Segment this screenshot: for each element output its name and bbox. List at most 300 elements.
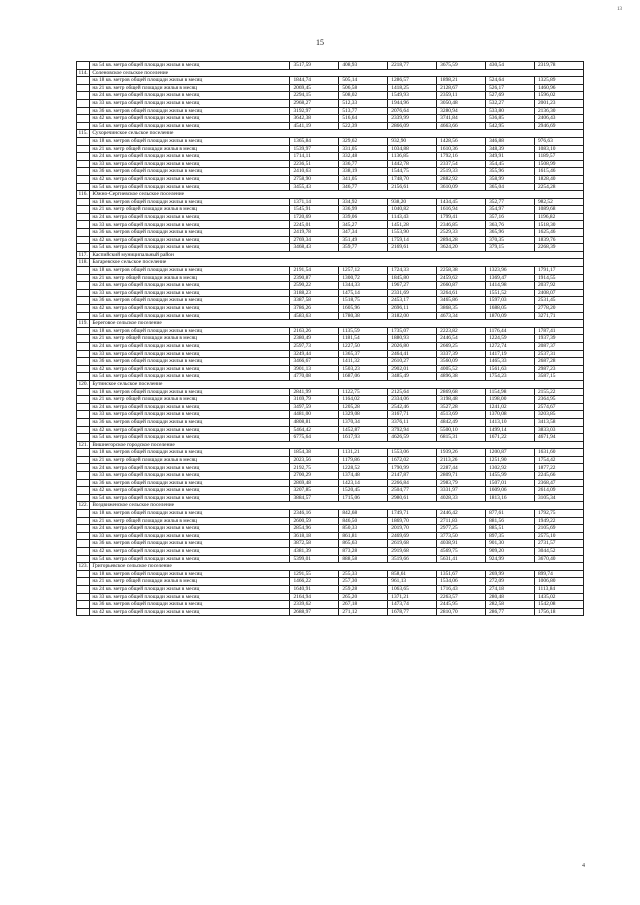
value-cell: 3167,71 <box>388 411 437 419</box>
row-label: на 21 кв. метр общей площади жилья в месяц <box>90 517 290 525</box>
value-cell: 4842,49 <box>437 418 486 426</box>
value-cell: 332,48 <box>339 153 388 161</box>
section-row <box>77 130 584 138</box>
value-cell: 2380,49 <box>290 335 339 343</box>
section-number: 122. <box>78 502 88 509</box>
value-cell: 2258,38 <box>437 267 486 275</box>
value-cell: 1687,06 <box>339 373 388 381</box>
page-number: 15 <box>316 38 324 47</box>
value-cell: 3527,28 <box>437 403 486 411</box>
value-cell: 2390,87 <box>290 274 339 282</box>
value-cell: 2147,87 <box>388 472 437 480</box>
value-cell: 2446,42 <box>437 510 486 518</box>
value-cell: 4513,69 <box>437 411 486 419</box>
row-number-cell <box>77 236 90 244</box>
value-cell: 2364,95 <box>534 396 583 404</box>
row-label: на 36 кв. метров общей площади жилья в месяц <box>90 297 290 305</box>
value-cell: 1828,40 <box>534 175 583 183</box>
value-cell: 3203,85 <box>534 411 583 419</box>
value-cell: 1715,06 <box>339 494 388 502</box>
table-row <box>77 365 584 373</box>
value-cell: 3497,59 <box>290 403 339 411</box>
value-cell: 1083,10 <box>534 145 583 153</box>
row-number-cell <box>77 115 90 123</box>
row-label: на 21 кв. метр общей площади жилья в месяц <box>90 84 290 92</box>
corner-mark: 13 <box>617 7 622 12</box>
value-cell: 2687,28 <box>534 358 583 366</box>
value-cell: 3560,09 <box>437 358 486 366</box>
value-cell: 527,69 <box>486 92 535 100</box>
value-cell: 1499,14 <box>486 426 535 434</box>
row-label: на 42 кв. метра общей площади жилья в месяц <box>90 548 290 556</box>
row-number-cell <box>77 62 90 70</box>
value-cell: 2245,66 <box>534 472 583 480</box>
row-number-cell <box>77 472 90 480</box>
value-cell: 1300,72 <box>339 274 388 282</box>
row-number-cell <box>77 153 90 161</box>
row-number-cell <box>77 160 90 168</box>
row-number-cell <box>77 358 90 366</box>
value-cell: 1716,43 <box>437 585 486 593</box>
row-label: на 36 кв. метров общей площади жилья в месяц <box>90 418 290 426</box>
table-row <box>77 426 584 434</box>
table-row <box>77 411 584 419</box>
value-cell: 1200,87 <box>486 449 535 457</box>
table-row <box>77 282 584 290</box>
value-cell: 3872,58 <box>290 540 339 548</box>
section-title: Багаревское сельское поселение <box>90 259 584 267</box>
row-label: на 24 кв. метра общей площади жилья в месяц <box>90 213 290 221</box>
value-cell: 4583,63 <box>290 312 339 320</box>
value-cell: 2894,28 <box>437 236 486 244</box>
row-label: на 54 кв. метра общей площади жилья в месяц <box>90 434 290 442</box>
value-cell: 508,02 <box>339 92 388 100</box>
row-label: на 24 кв. метра общей площади жилья в месяц <box>90 585 290 593</box>
value-cell: 2334,06 <box>388 396 437 404</box>
value-cell: 877,61 <box>486 510 535 518</box>
value-cell: 3044,52 <box>534 548 583 556</box>
row-label: на 18 кв. метров общей площади жилья в месяц <box>90 388 290 396</box>
row-number-cell <box>77 365 90 373</box>
value-cell: 4381,39 <box>290 548 339 556</box>
value-cell: 1374,48 <box>339 472 388 480</box>
value-cell: 3192,97 <box>290 107 339 115</box>
section-number: 116. <box>77 191 90 199</box>
value-cell: 1466,22 <box>290 578 339 586</box>
row-number-cell <box>77 107 90 115</box>
value-cell: 4005,52 <box>437 365 486 373</box>
value-cell: 505,14 <box>339 77 388 85</box>
value-cell: 2600,59 <box>290 517 339 525</box>
value-cell: 2688,97 <box>290 608 339 616</box>
section-number: 115. <box>77 130 90 138</box>
value-cell: 1365,84 <box>290 137 339 145</box>
value-cell: 1854,38 <box>290 449 339 457</box>
value-cell: 2504,77 <box>388 487 437 495</box>
value-cell: 1748,70 <box>388 175 437 183</box>
row-number-cell <box>77 342 90 350</box>
value-cell: 1631,60 <box>534 449 583 457</box>
value-cell: 1609,06 <box>486 487 535 495</box>
value-cell: 5399,01 <box>290 555 339 563</box>
value-cell: 1286,57 <box>388 77 437 85</box>
value-cell: 512,33 <box>339 99 388 107</box>
row-number-cell <box>77 608 90 616</box>
value-cell: 932,90 <box>388 137 437 145</box>
value-cell: 1898,21 <box>437 77 486 85</box>
value-cell: 2469,69 <box>388 532 437 540</box>
value-cell: 1967,27 <box>388 282 437 290</box>
table-row <box>77 153 584 161</box>
value-cell: 272,09 <box>486 578 535 586</box>
row-number-cell <box>77 487 90 495</box>
row-label: на 42 кв. метра общей площади жилья в месяц <box>90 426 290 434</box>
value-cell: 1605,96 <box>339 305 388 313</box>
value-cell: 1790,99 <box>388 464 437 472</box>
value-cell: 899,74 <box>534 570 583 578</box>
row-label: на 21 кв. метр общей площади жилья в месяц <box>90 274 290 282</box>
section-row <box>77 259 584 267</box>
value-cell: 352,77 <box>486 198 535 206</box>
value-cell: 1534,06 <box>437 578 486 586</box>
value-cell: 338,19 <box>339 168 388 176</box>
value-cell: 3207,85 <box>290 487 339 495</box>
value-cell: 2001,23 <box>534 99 583 107</box>
value-cell: 2368,47 <box>534 479 583 487</box>
row-label: на 33 кв. метра общей площади жилья в месяц <box>90 289 290 297</box>
value-cell: 2218,77 <box>388 62 437 70</box>
table-row <box>77 77 584 85</box>
value-cell: 2263,57 <box>437 593 486 601</box>
value-cell: 2778,20 <box>534 305 583 313</box>
value-cell: 506,58 <box>339 84 388 92</box>
section-row <box>77 441 584 449</box>
value-cell: 2575,10 <box>534 532 583 540</box>
value-cell: 846,50 <box>339 517 388 525</box>
value-cell: 1844,74 <box>290 77 339 85</box>
value-cell: 2711,83 <box>437 517 486 525</box>
value-cell: 3188,23 <box>290 289 339 297</box>
section-number: 119. <box>77 320 90 328</box>
value-cell: 1597,03 <box>486 297 535 305</box>
row-label: на 54 кв. метра общей площади жилья в месяц <box>90 373 290 381</box>
value-cell: 365,04 <box>486 183 535 191</box>
value-cell: 1949,22 <box>534 517 583 525</box>
value-cell: 379,15 <box>486 244 535 252</box>
row-number-cell <box>77 418 90 426</box>
row-label: на 36 кв. метров общей площади жилья в месяц <box>90 168 290 176</box>
value-cell: 850,33 <box>339 525 388 533</box>
value-cell: 1735,07 <box>388 327 437 335</box>
value-cell: 2610,27 <box>388 358 437 366</box>
value-cell: 2346,85 <box>437 221 486 229</box>
tariff-table-body <box>77 62 584 616</box>
value-cell: 4569,75 <box>437 548 486 556</box>
value-cell: 888,58 <box>339 555 388 563</box>
value-cell: 1678,77 <box>388 608 437 616</box>
value-cell: 3466,67 <box>290 358 339 366</box>
value-cell: 1224,59 <box>486 335 535 343</box>
row-number-cell <box>77 434 90 442</box>
value-cell: 2619,68 <box>388 540 437 548</box>
row-number-cell <box>77 388 90 396</box>
value-cell: 2542,46 <box>388 403 437 411</box>
row-number-cell <box>77 532 90 540</box>
row-number-cell <box>77 183 90 191</box>
value-cell: 3387,58 <box>290 297 339 305</box>
row-number-cell <box>77 426 90 434</box>
row-label: на 21 кв. метр общей площади жилья в месяц <box>90 206 290 214</box>
value-cell: 1724,33 <box>388 267 437 275</box>
value-cell: 365,96 <box>486 229 535 237</box>
value-cell: 1518,75 <box>339 297 388 305</box>
value-cell: 5464,42 <box>290 426 339 434</box>
row-number-cell <box>77 92 90 100</box>
value-cell: 265,20 <box>339 593 388 601</box>
row-number-cell <box>77 312 90 320</box>
table-row <box>77 145 584 153</box>
value-cell: 1549,93 <box>388 92 437 100</box>
value-cell: 526,17 <box>486 84 535 92</box>
value-cell: 2446,54 <box>437 335 486 343</box>
value-cell: 345,27 <box>339 221 388 229</box>
value-cell: 2294,15 <box>290 92 339 100</box>
value-cell: 331,05 <box>339 145 388 153</box>
row-number-cell <box>77 601 90 609</box>
value-cell: 4626,59 <box>388 434 437 442</box>
table-row <box>77 107 584 115</box>
value-cell: 1544,75 <box>388 168 437 176</box>
table-row <box>77 396 584 404</box>
value-cell: 1939,26 <box>437 449 486 457</box>
row-number-cell <box>77 585 90 593</box>
value-cell: 271,12 <box>339 608 388 616</box>
value-cell: 2419,78 <box>290 229 339 237</box>
section-row <box>77 69 584 77</box>
table-row <box>77 449 584 457</box>
value-cell: 3773,50 <box>437 532 486 540</box>
row-number-cell <box>77 213 90 221</box>
row-label: на 18 кв. метров общей площади жилья в месяц <box>90 510 290 518</box>
value-cell: 513,77 <box>339 107 388 115</box>
value-cell: 280,48 <box>486 593 535 601</box>
value-cell: 858,61 <box>388 570 437 578</box>
value-cell: 282,58 <box>486 601 535 609</box>
row-label: на 33 кв. метра общей площади жилья в месяц <box>90 593 290 601</box>
value-cell: 6815,31 <box>437 434 486 442</box>
value-cell: 3455,43 <box>290 183 339 191</box>
row-number-cell <box>77 206 90 214</box>
value-cell: 1423,14 <box>339 479 388 487</box>
value-cell: 1181,54 <box>339 335 388 343</box>
value-cell: 2319,78 <box>534 62 583 70</box>
value-cell: 2339,62 <box>290 601 339 609</box>
value-cell: 1241,02 <box>486 403 535 411</box>
value-cell: 267,18 <box>339 601 388 609</box>
row-number-cell <box>77 350 90 358</box>
section-number: 121. <box>78 441 88 448</box>
value-cell: 1371,14 <box>290 198 339 206</box>
value-cell: 3517,59 <box>290 62 339 70</box>
value-cell: 2037,92 <box>534 282 583 290</box>
value-cell: 3675,59 <box>437 62 486 70</box>
value-cell: 5631,41 <box>437 555 486 563</box>
value-cell: 1561,63 <box>486 365 535 373</box>
value-cell: 861,81 <box>339 532 388 540</box>
value-cell: 4038,91 <box>437 540 486 548</box>
value-cell: 2076,64 <box>388 107 437 115</box>
value-cell: 1455,99 <box>486 472 535 480</box>
section-row <box>77 380 584 388</box>
value-cell: 1791,17 <box>534 267 583 275</box>
value-cell: 1344,33 <box>339 282 388 290</box>
table-row <box>77 517 584 525</box>
row-number-cell <box>77 570 90 578</box>
value-cell: 3670,40 <box>534 555 583 563</box>
value-cell: 2019,70 <box>388 525 437 533</box>
value-cell: 1006,80 <box>534 578 583 586</box>
value-cell: 1672,02 <box>388 456 437 464</box>
value-cell: 2809,71 <box>437 472 486 480</box>
value-cell: 2169,61 <box>388 244 437 252</box>
section-number: 117. <box>77 251 90 259</box>
row-number-cell <box>77 479 90 487</box>
value-cell: 2866,09 <box>388 122 437 130</box>
value-cell: 3868,35 <box>437 305 486 313</box>
value-cell: 2869,68 <box>437 388 486 396</box>
value-cell: 1196,82 <box>534 213 583 221</box>
section-number: 114. <box>77 69 90 77</box>
row-number-cell <box>77 221 90 229</box>
tariff-table <box>76 61 584 616</box>
row-number-cell <box>77 77 90 85</box>
row-label: на 33 кв. метра общей площади жилья в месяц <box>90 411 290 419</box>
value-cell: 1034,88 <box>388 145 437 153</box>
value-cell: 2337,54 <box>437 160 486 168</box>
row-label: на 36 кв. метров общей площади жилья в месяц <box>90 601 290 609</box>
table-row <box>77 221 584 229</box>
value-cell: 1418,25 <box>388 84 437 92</box>
table-row <box>77 601 584 609</box>
value-cell: 1610,36 <box>437 145 486 153</box>
row-label: на 24 кв. метра общей площади жилья в месяц <box>90 525 290 533</box>
table-row <box>77 137 584 145</box>
value-cell: 3413,58 <box>534 418 583 426</box>
row-number-cell <box>77 297 90 305</box>
table-row <box>77 122 584 130</box>
value-cell: 3792,94 <box>388 426 437 434</box>
row-number-cell <box>77 540 90 548</box>
value-cell: 1164,02 <box>339 396 388 404</box>
value-cell: 522,39 <box>339 122 388 130</box>
value-cell: 938,20 <box>388 198 437 206</box>
row-label: на 33 кв. метра общей площади жилья в месяц <box>90 221 290 229</box>
value-cell: 354,97 <box>486 206 535 214</box>
value-cell: 1520,45 <box>339 487 388 495</box>
table-row <box>77 213 584 221</box>
value-cell: 2696,11 <box>388 305 437 313</box>
value-cell: 2531,45 <box>534 297 583 305</box>
value-cell: 3833,03 <box>534 426 583 434</box>
value-cell: 329,62 <box>339 137 388 145</box>
section-title: Соленовское сельское поселение <box>90 69 584 77</box>
value-cell: 3485,49 <box>388 373 437 381</box>
value-cell: 1839,76 <box>534 236 583 244</box>
row-label: на 33 кв. метра общей площади жилья в месяц <box>90 350 290 358</box>
value-cell: 336,99 <box>339 206 388 214</box>
row-number-cell <box>77 274 90 282</box>
table-row <box>77 115 584 123</box>
row-label: на 33 кв. метра общей площади жилья в месяц <box>90 532 290 540</box>
value-cell: 1596,02 <box>534 92 583 100</box>
value-cell: 2590,22 <box>290 282 339 290</box>
row-label: на 42 кв. метра общей площади жилья в месяц <box>90 175 290 183</box>
row-label: на 42 кв. метра общей площади жилья в месяц <box>90 236 290 244</box>
value-cell: 255,33 <box>339 570 388 578</box>
section-number: 118. <box>77 259 90 267</box>
value-cell: 3624,20 <box>437 244 486 252</box>
value-cell: 1257,12 <box>339 267 388 275</box>
value-cell: 1370,08 <box>486 411 535 419</box>
row-label: на 54 кв. метра общей площади жилья в месяц <box>90 312 290 320</box>
value-cell: 2968,27 <box>290 99 339 107</box>
value-cell: 1136,85 <box>388 153 437 161</box>
value-cell: 2125,64 <box>388 388 437 396</box>
value-cell: 1625,46 <box>534 229 583 237</box>
value-cell: 2464,41 <box>388 350 437 358</box>
section-title: Береговое сельское поселение <box>90 320 584 328</box>
row-label: на 18 кв. метров общей площади жилья в месяц <box>90 267 290 275</box>
value-cell: 1914,55 <box>534 274 583 282</box>
value-cell: 1714,11 <box>290 153 339 161</box>
row-number-cell <box>77 282 90 290</box>
value-cell: 1616,94 <box>437 206 486 214</box>
row-label: на 33 кв. метра общей площади жилья в месяц <box>90 99 290 107</box>
table-row <box>77 160 584 168</box>
value-cell: 259,28 <box>339 585 388 593</box>
value-cell: 1040,82 <box>388 206 437 214</box>
value-cell: 524,64 <box>486 77 535 85</box>
value-cell: 1325,89 <box>534 77 583 85</box>
value-cell: 1539,97 <box>290 145 339 153</box>
value-cell: 1553,06 <box>388 449 437 457</box>
value-cell: 2268,39 <box>534 244 583 252</box>
value-cell: 532,27 <box>486 99 535 107</box>
value-cell: 4671,94 <box>534 434 583 442</box>
value-cell: 2164,94 <box>290 593 339 601</box>
row-label: на 54 кв. метра общей площади жилья в месяц <box>90 183 290 191</box>
section-title: Каспийский муниципальный район <box>90 251 584 259</box>
value-cell: 873,28 <box>339 548 388 556</box>
table-row <box>77 532 584 540</box>
value-cell: 1154,98 <box>486 388 535 396</box>
row-label: на 18 кв. метров общей площади жилья в месяц <box>90 449 290 457</box>
value-cell: 3519,66 <box>388 555 437 563</box>
row-number-cell <box>77 403 90 411</box>
row-label: на 24 кв. метра общей площади жилья в месяц <box>90 403 290 411</box>
row-label: на 21 кв. метр общей площади жилья в месяц <box>90 396 290 404</box>
value-cell: 976,63 <box>534 137 583 145</box>
value-cell: 358,99 <box>486 175 535 183</box>
value-cell: 351,49 <box>339 236 388 244</box>
row-label: на 54 кв. метра общей площади жилья в месяц <box>90 555 290 563</box>
value-cell: 1451,28 <box>388 221 437 229</box>
value-cell: 1414,98 <box>486 282 535 290</box>
value-cell: 2069,45 <box>290 84 339 92</box>
table-row <box>77 244 584 252</box>
value-cell: 1135,59 <box>339 327 388 335</box>
value-cell: 536,85 <box>486 115 535 123</box>
